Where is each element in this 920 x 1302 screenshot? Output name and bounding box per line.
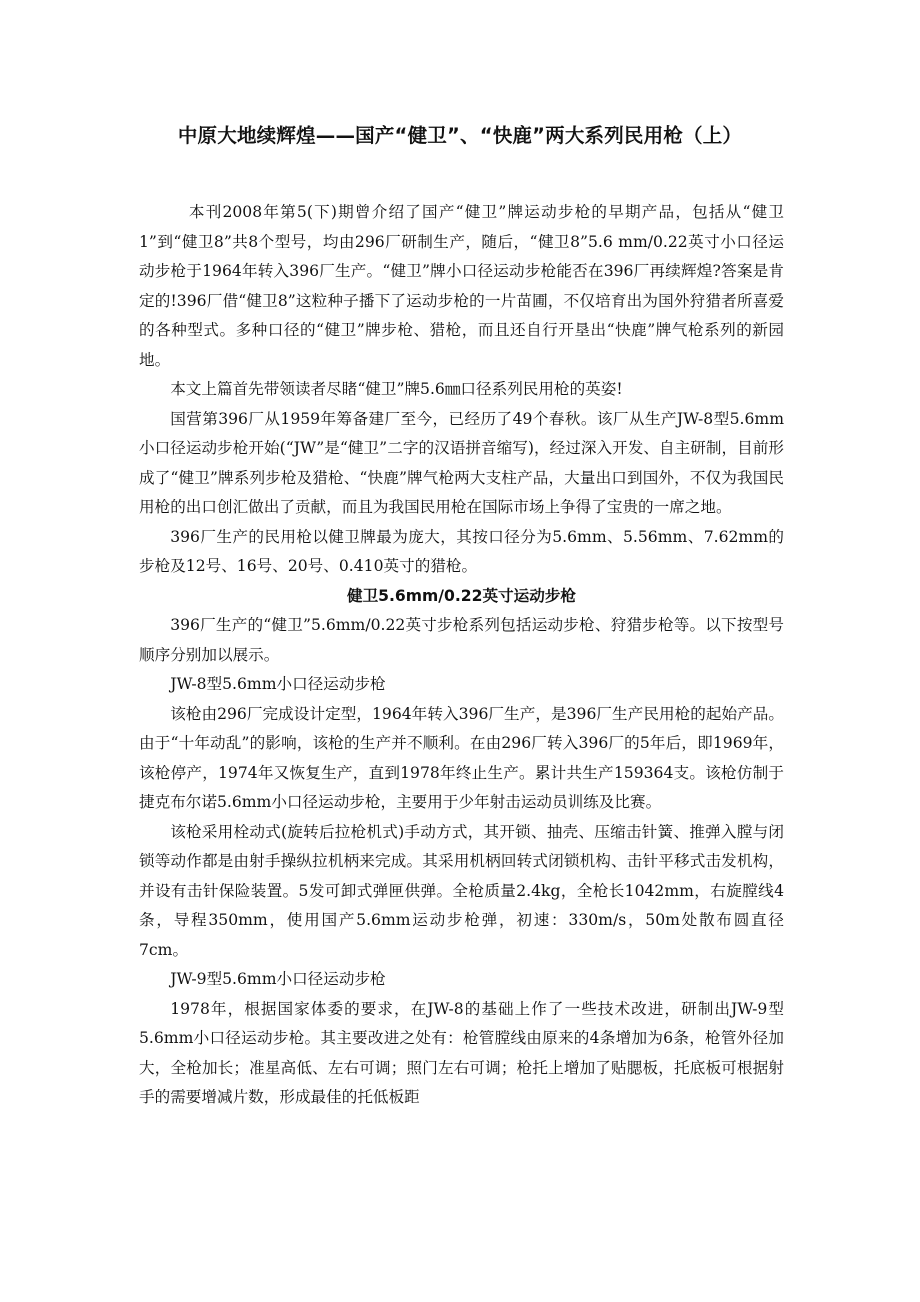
- article-title: 中原大地续辉煌——国产“健卫”、“快鹿”两大系列民用枪（上）: [177, 124, 743, 147]
- article-body: [139, 198, 784, 1113]
- section-heading: 健卫5.6mm/0.22英寸运动步枪: [346, 586, 577, 605]
- paragraph: 该枪采用栓动式(旋转后拉枪机式)手动方式，其开锁、抽壳、压缩击针簧、推弹入膛与闭锁等动作都是由射手操纵拉机柄来完成。其采用机柄回转式闭锁机构、击针平移式击发机构，并设有击针保险装置。5发可卸式弹匣供弹。全枪质量2.4kg，全枪长1042mm，右旋膛线4条，导程350mm，使用国产5.6mm运动步枪弹，初速：330m/s，50m处散布圆直径7cm。: [139, 822, 784, 959]
- subheading: JW-9型5.6mm小口径运动步枪: [170, 970, 386, 988]
- paragraph: 该枪由296厂完成设计定型，1964年转入396厂生产，是396厂生产民用枪的起始产品。由于“十年动乱”的影响，该枪的生产并不顺利。在由296厂转入396厂的5年后，即1969年，该枪停产，1974年又恢复生产，直到1978年终止生产。累计共生产159364支。该枪仿制于捷克布尔诺5.6mm小口径运动步枪，主要用于少年射击运动员训练及比赛。: [139, 704, 784, 811]
- subheading: JW-8型5.6mm小口径运动步枪: [170, 675, 386, 693]
- paragraph: 396厂生产的“健卫”5.6mm/0.22英寸步枪系列包括运动步枪、狩猎步枪等。以下按型号顺序分别加以展示。: [139, 616, 784, 664]
- paragraph: 国营第396厂从1959年筹备建厂至今，已经历了49个春秋。该厂从生产JW-8型5.6mm小口径运动步枪开始(“JW”是“健卫”二字的汉语拼音缩写)，经过深入开发、自主研制，目前形成了“健卫”牌系列步枪及猎枪、“快鹿”牌气枪两大支柱产品，大量出口到国外，不仅为我国民用枪的出口创汇做出了贡献，而且为我国民用枪在国际市场上争得了宝贵的一席之地。: [139, 409, 784, 516]
- paragraph: 本文上篇首先带领读者尽睹“健卫”牌5.6㎜口径系列民用枪的英姿!: [170, 380, 623, 398]
- paragraph: 396厂生产的民用枪以健卫牌最为庞大，其按口径分为5.6mm、5.56mm、7.62mm的步枪及12号、16号、20号、0.410英寸的猎枪。: [139, 527, 784, 575]
- paragraph: 1978年，根据国家体委的要求，在JW-8的基础上作了一些技术改进，研制出JW-9型5.6mm小口径运动步枪。其主要改进之处有：枪管膛线由原来的4条增加为6条，枪管外径加大，全枪加长；准星高低、左右可调；照门左右可调；枪托上增加了贴腮板，托底板可根据射手的需要增减片数，形成最佳的托低板距: [139, 999, 784, 1106]
- intro-paragraph: 本刊2008年第5(下)期曾介绍了国产“健卫”牌运动步枪的早期产品，包括从“健卫1”到“健卫8”共8个型号，均由296厂研制生产，随后，“健卫8”5.6 mm/0.22英寸小口径运动步枪于1964年转入396厂生产。“健卫”牌小口径运动步枪能否在396厂再续辉煌?答案是肯定的!396厂借“健卫8”这粒种子播下了运动步枪的一片苗圃，不仅培育出为国外狩猎者所喜爱的各种型式。多种口径的“健卫”牌步枪、猎枪，而且还自行开垦出“快鹿”牌气枪系列的新园地。: [139, 203, 784, 369]
